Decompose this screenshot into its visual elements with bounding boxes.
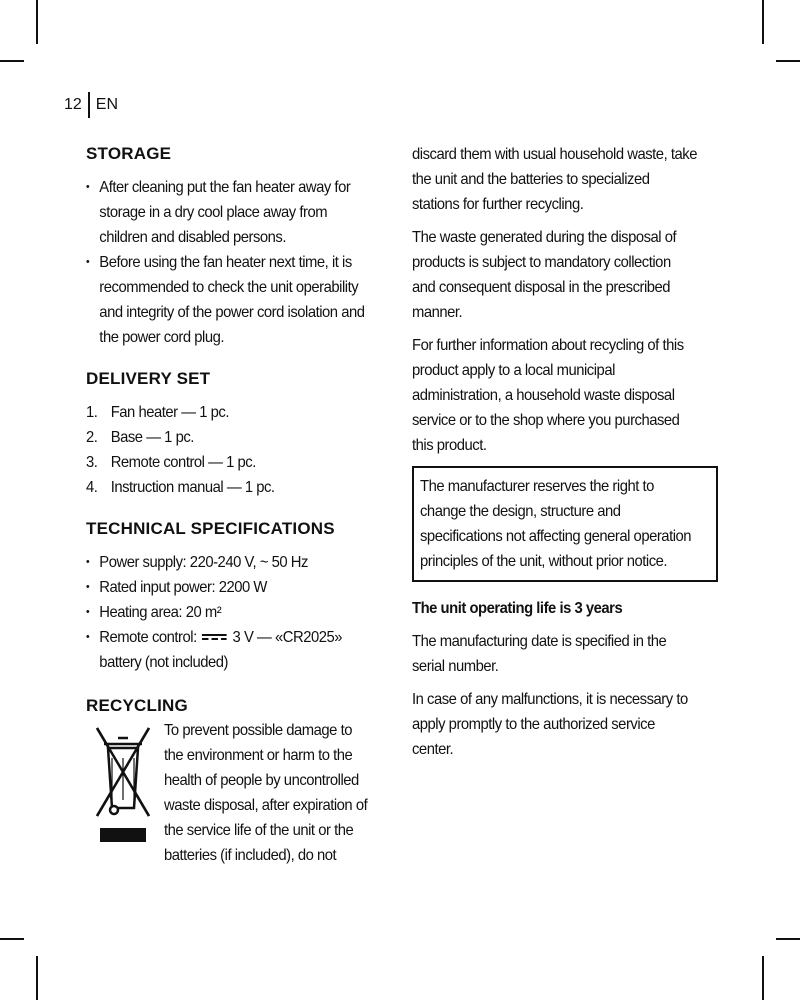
recycling-intro: To prevent possible damage to the environment or harm to the health of people by uncontrolled waste disposal, after expiration of the service life of the unit or the batteries (if included), do not: [164, 722, 368, 864]
storage-list: [86, 175, 371, 350]
spec-item: • Remote control: 3 V — «CR2025» battery (not included): [86, 625, 371, 675]
crop-mark: [0, 60, 24, 62]
page-number: 12: [64, 96, 82, 113]
language-label: EN: [95, 96, 119, 113]
recycling-block: [86, 724, 386, 868]
crop-mark: [776, 938, 800, 940]
crop-mark: [762, 956, 764, 1000]
crop-mark: [0, 938, 24, 940]
further-info-paragraph: For further information about recycling of this product apply to a local municipal administration, a household waste disposal service or to the shop where you purchased this product.: [412, 337, 684, 454]
right-column: [412, 142, 712, 770]
specs-heading: TECHNICAL SPECIFICATIONS: [86, 519, 335, 538]
crop-mark: [36, 0, 38, 44]
operating-life: The unit operating life is 3 years: [412, 600, 623, 617]
specs-list: [86, 550, 371, 675]
left-column: [86, 142, 386, 868]
storage-item: • Before using the fan heater next time, it is recommended to check the unit operability and integrity of the power cord isolation and the power cord plug.: [86, 250, 371, 350]
recycling-heading: RECYCLING: [86, 696, 188, 715]
storage-item: • After cleaning put the fan heater away for storage in a dry cool place away from children and disabled persons.: [86, 175, 371, 250]
delivery-item: 4. Instruction manual — 1 pc.: [86, 479, 275, 496]
crop-mark: [776, 60, 800, 62]
storage-heading: STORAGE: [86, 144, 172, 163]
crossed-out-bin-icon: [94, 724, 152, 852]
delivery-item: 3. Remote control — 1 pc.: [86, 454, 256, 471]
page-header: [64, 92, 118, 118]
delivery-heading: DELIVERY SET: [86, 369, 211, 388]
delivery-item: 2. Base — 1 pc.: [86, 429, 194, 446]
delivery-list: [86, 400, 371, 500]
spec-item: • Heating area: 20 m²: [86, 600, 371, 625]
malfunctions-paragraph: In case of any malfunctions, it is necessary to apply promptly to the authorized service center.: [412, 691, 688, 758]
spec-item: • Power supply: 220-240 V, ~ 50 Hz: [86, 550, 371, 575]
notice-text: The manufacturer reserves the right to change the design, structure and specifications not affecting general operation principles of the unit, without prior notice.: [420, 478, 692, 570]
spec-item: • Rated input power: 2200 W: [86, 575, 371, 600]
header-divider: [88, 92, 90, 118]
crop-mark: [762, 0, 764, 44]
crop-mark: [36, 956, 38, 1000]
dc-current-icon: [202, 633, 227, 642]
recycling-continued: discard them with usual household waste, take the unit and the batteries to specialized stations for further recycling.: [412, 146, 697, 213]
notice-box: [412, 466, 718, 582]
delivery-item: 1. Fan heater — 1 pc.: [86, 404, 229, 421]
manufacturing-date: The manufacturing date is specified in the serial number.: [412, 633, 667, 675]
waste-paragraph: The waste generated during the disposal of products is subject to mandatory collection and consequent disposal in the prescribed manner.: [412, 229, 677, 321]
